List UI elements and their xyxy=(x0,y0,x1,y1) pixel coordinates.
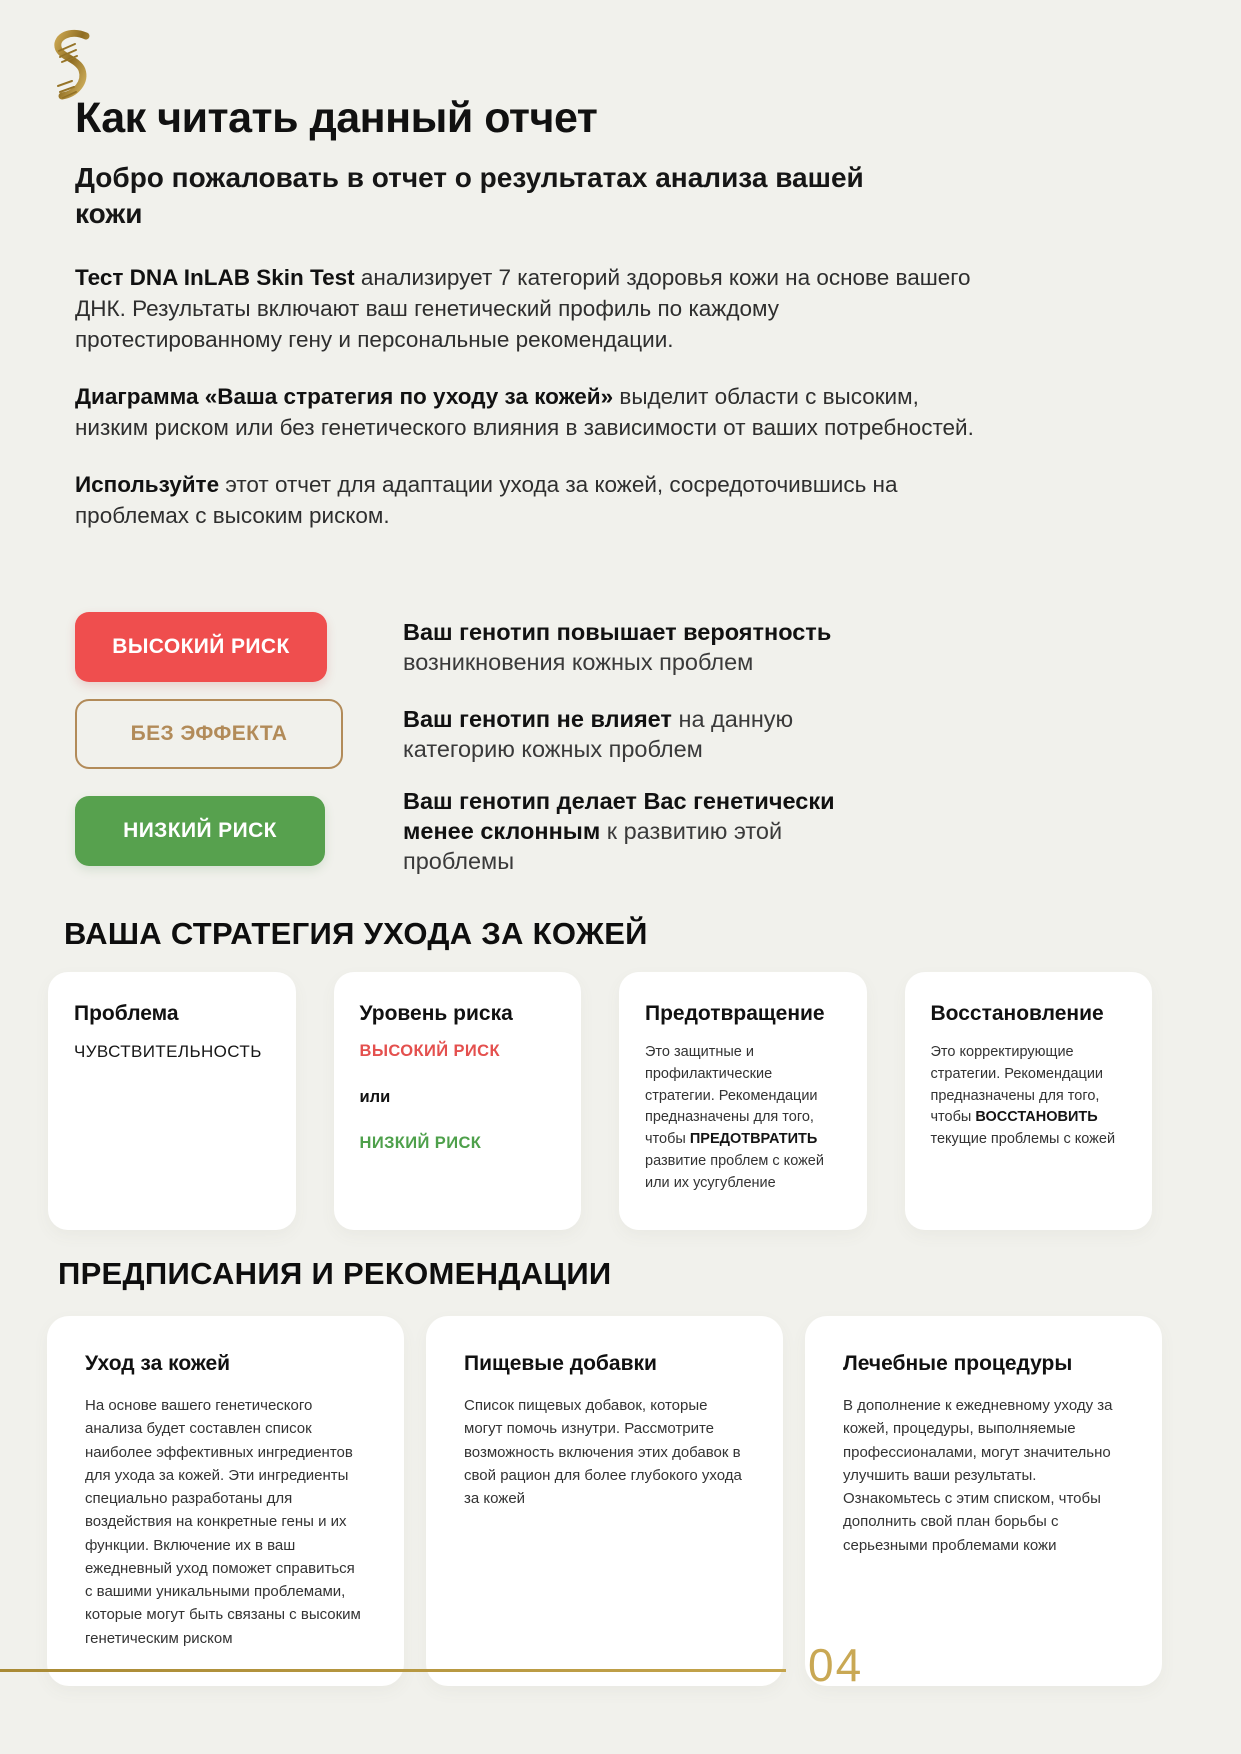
strategy-card-grid xyxy=(48,972,1152,1230)
body-post: текущие проблемы с кожей xyxy=(930,1131,1116,1147)
risk-level-low-label: НИЗКИЙ РИСК xyxy=(359,1134,482,1152)
description-rest: на данную категорию кожных проблем xyxy=(403,705,794,762)
prescriptions-section-heading: ПРЕДПИСАНИЯ И РЕКОМЕНДАЦИИ xyxy=(58,1256,612,1291)
legend-row-no-effect xyxy=(75,699,1085,769)
badge-column xyxy=(75,612,403,682)
page-title: Как читать данный отчет xyxy=(75,94,598,142)
strategy-card-problem xyxy=(48,972,296,1230)
description-bold: Ваш генотип повышает вероятность xyxy=(403,618,832,645)
high-risk-description xyxy=(403,617,883,677)
intro-paragraph xyxy=(75,469,980,531)
strategy-card-prevention xyxy=(619,972,867,1230)
intro-paragraph-rest: анализирует 7 категорий здоровья кожи на основе вашего ДНК. Результаты включают ваш генетический профиль по каждому протестированному гену и персональные рекомендации. xyxy=(75,265,971,353)
description-rest: к развитию этой проблемы xyxy=(403,818,783,875)
card-title: Уход за кожей xyxy=(85,1352,231,1375)
card-title: Проблема xyxy=(74,1002,179,1025)
card-title: Лечебные процедуры xyxy=(843,1352,1073,1375)
card-body xyxy=(931,1042,1127,1151)
high-risk-badge: ВЫСОКИЙ РИСК xyxy=(75,612,327,682)
risk-level-high-label: ВЫСОКИЙ РИСК xyxy=(359,1042,500,1060)
body-pre: Это корректирующие стратегии. Рекомендации предназначены для того, чтобы xyxy=(930,1044,1104,1126)
intro-paragraph xyxy=(75,262,980,355)
card-title: Уровень риска xyxy=(359,1002,513,1025)
strategy-card-restoration xyxy=(905,972,1153,1230)
card-body: В дополнение к ежедневному уходу за кожей, процедуры, выполняемые профессионалами, могут значительно улучшить ваши результаты. Ознакомьтесь с этим списком, чтобы дополнить свой план борьбы с серьезными проблемами кожи xyxy=(843,1397,1113,1554)
card-title: Восстановление xyxy=(930,1002,1104,1025)
prescription-card-supplements xyxy=(426,1316,783,1686)
strategy-section-heading: ВАША СТРАТЕГИЯ УХОДА ЗА КОЖЕЙ xyxy=(64,916,648,951)
badge-column xyxy=(75,796,403,866)
page-number: 04 xyxy=(808,1639,864,1691)
no-effect-badge: БЕЗ ЭФФЕКТА xyxy=(75,699,343,769)
no-effect-description xyxy=(403,704,883,764)
badge-column xyxy=(75,699,403,769)
intro-paragraph-lead: Диаграмма «Ваша стратегия по уходу за кожей» xyxy=(75,384,614,410)
intro-paragraph-rest: этот отчет для адаптации ухода за кожей, сосредоточившись на проблемах с высоким риском. xyxy=(75,472,898,529)
body-post: развитие проблем с кожей или их усугубление xyxy=(645,1152,824,1191)
intro-paragraph xyxy=(75,381,980,443)
description-bold: Ваш генотип делает Вас генетически менее склонным xyxy=(403,788,835,845)
intro-section xyxy=(75,262,980,557)
card-title: Предотвращение xyxy=(645,1002,825,1025)
prescription-card-treatments xyxy=(805,1316,1162,1686)
body-emphasis: ВОССТАНОВИТЬ xyxy=(975,1109,1098,1126)
card-body xyxy=(645,1042,841,1194)
legend-row-high-risk xyxy=(75,612,1085,682)
strategy-card-risk-level xyxy=(334,972,582,1230)
low-risk-badge: НИЗКИЙ РИСК xyxy=(75,796,325,866)
intro-paragraph-lead: Используйте xyxy=(75,472,220,498)
body-emphasis: ПРЕДОТВРАТИТЬ xyxy=(689,1131,818,1147)
footer-divider-line xyxy=(0,1669,786,1672)
body-pre: Это защитные и профилактические стратегии. Рекомендации предназначены для того, чтобы xyxy=(645,1044,818,1147)
prescriptions-card-grid xyxy=(47,1316,1162,1686)
risk-level-or-label: или xyxy=(359,1088,391,1106)
description-rest: возникновения кожных проблем xyxy=(403,649,754,675)
risk-legend xyxy=(75,612,1085,893)
intro-paragraph-lead: Тест DNA InLAB Skin Test xyxy=(75,265,355,290)
card-body: На основе вашего генетического анализа будет составлен список наиболее эффективных ингредиентов для ухода за кожей. Эти ингредиенты специально разработаны для воздействия на конкретные гены и их функции. Включение их в ваш ежедневный уход поможет справиться с вашими уникальными проблемами, которые могут быть связаны с высоким генетическим риском xyxy=(85,1397,361,1647)
problem-value: ЧУВСТВИТЕЛЬНОСТЬ xyxy=(74,1042,262,1061)
card-title: Пищевые добавки xyxy=(464,1352,657,1375)
legend-row-low-risk xyxy=(75,786,1085,876)
description-bold: Ваш генотип не влияет xyxy=(403,705,672,732)
prescription-card-skincare xyxy=(47,1316,404,1686)
intro-paragraph-rest: выделит области с высоким, низким риском или без генетического влияния в зависимости от ваших потребностей. xyxy=(75,384,974,441)
low-risk-description xyxy=(403,786,883,876)
page-subtitle: Добро пожаловать в отчет о результатах анализа вашей кожи xyxy=(75,162,864,230)
card-body: Список пищевых добавок, которые могут помочь изнутри. Рассмотрите возможность включения этих добавок в свой рацион для более глубокого ухода за кожей xyxy=(464,1397,742,1507)
